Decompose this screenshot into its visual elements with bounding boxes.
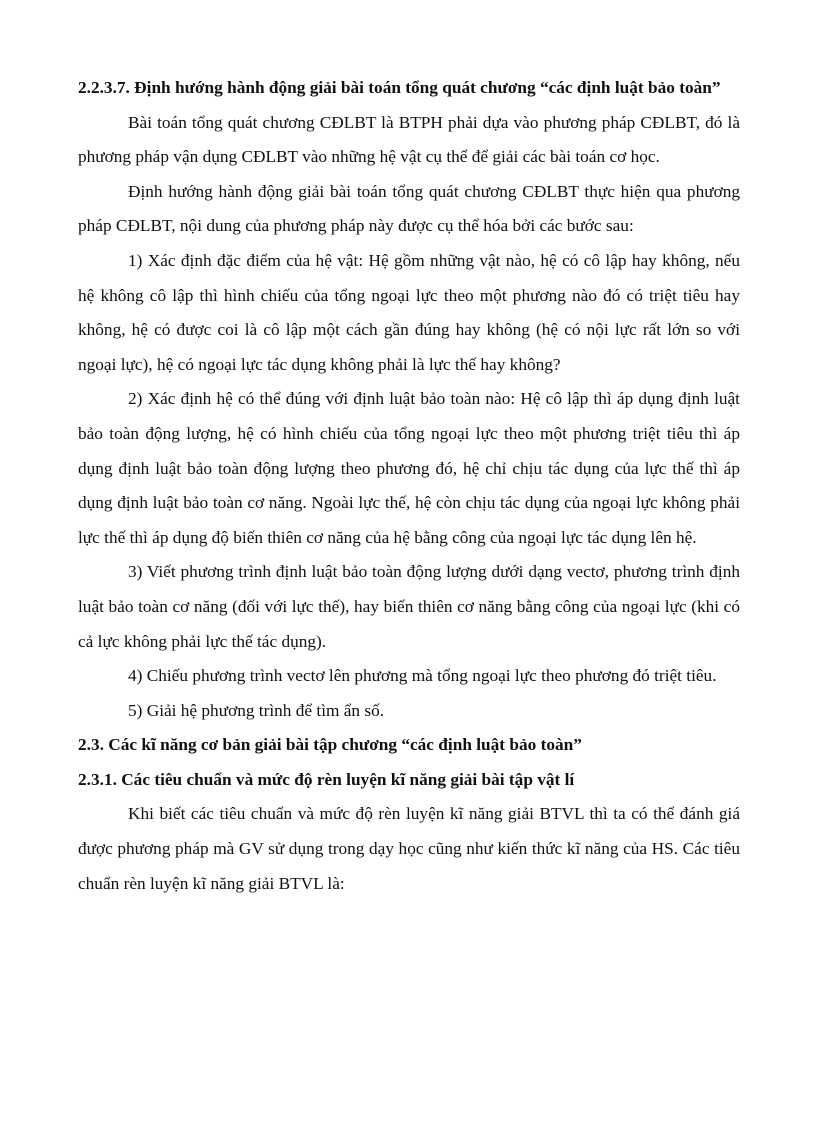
section-heading-2-3-1: 2.3.1. Các tiêu chuẩn và mức độ rèn luyện kĩ năng giải bài tập vật lí	[78, 769, 575, 789]
step-5-paragraph: 5) Giải hệ phương trình để tìm ẩn số.	[128, 700, 385, 720]
paragraph-standards: Khi biết các tiêu chuẩn và mức độ rèn luyện kĩ năng giải BTVL thì ta có thể đánh giá được phương pháp mà GV sử dụng trong dạy học cũng như kiến thức kĩ năng của HS. Các tiêu chuẩn rèn luyện kĩ năng giải BTVL là:	[78, 804, 740, 893]
step-3-paragraph: 3) Viết phương trình định luật bảo toàn động lượng dưới dạng vectơ, phương trình định luật bảo toàn cơ năng (đối với lực thế), hay biến thiên cơ năng bằng công của ngoại lực (khi có cả lực không phải lực thế tác dụng).	[78, 562, 740, 651]
section-heading-2-2-3-7: 2.2.3.7. Định hướng hành động giải bài toán tổng quát chương “các định luật bảo toàn”	[78, 78, 721, 97]
step-4-paragraph: 4) Chiếu phương trình vectơ lên phương mà tổng ngoại lực theo phương đó triệt tiêu.	[128, 666, 717, 686]
section-heading-2-3: 2.3. Các kĩ năng cơ bản giải bài tập chương “các định luật bảo toàn”	[78, 735, 582, 755]
step-2-paragraph: 2) Xác định hệ có thể đúng với định luật bảo toàn nào: Hệ cô lập thì áp dụng định luật bảo toàn động lượng, hệ có hình chiếu của tổng ngoại lực theo một phương triệt tiêu thì áp dụng định luật bảo toàn động lượng theo phương đó, hệ chỉ chịu tác dụng của lực thế thì áp dụng định luật bảo toàn cơ năng. Ngoài lực thế, hệ còn chịu tác dụng của ngoại lực không phải lực thế thì áp dụng độ biến thiên cơ năng của hệ bằng công của ngoại lực tác dụng lên hệ.	[78, 389, 740, 547]
step-1-paragraph: 1) Xác định đặc điểm của hệ vật: Hệ gồm những vật nào, hệ có cô lập hay không, nếu hệ không cô lập thì hình chiếu của tổng ngoại lực theo một phương nào đó có triệt tiêu hay không, hệ có được coi là cô lập một cách gần đúng hay không (hệ có nội lực rất lớn so với ngoại lực), hệ có ngoại lực tác dụng không phải là lực thế hay không?	[78, 250, 740, 374]
paragraph-general-problem: Bài toán tổng quát chương CĐLBT là BTPH phải dựa vào phương pháp CĐLBT, đó là phương pháp vận dụng CĐLBT vào những hệ vật cụ thể để giải các bài toán cơ học.	[78, 112, 740, 167]
paragraph-action-orientation: Định hướng hành động giải bài toán tổng quát chương CĐLBT thực hiện qua phương pháp CĐLBT, nội dung của phương pháp này được cụ thể hóa bởi các bước sau:	[78, 181, 740, 236]
document-page	[78, 71, 740, 901]
